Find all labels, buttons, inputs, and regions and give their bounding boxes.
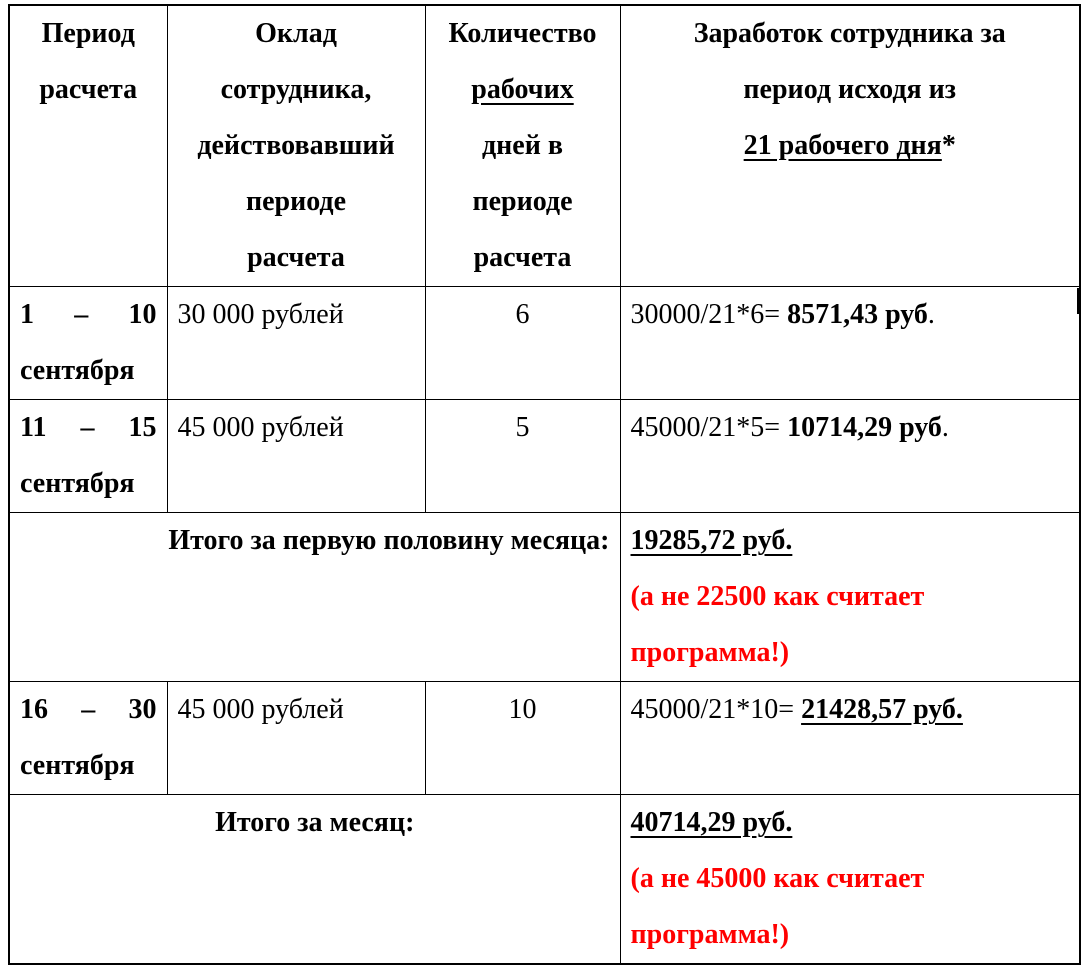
- earnings-cell: 45000/21*5= 10714,29 руб.: [620, 400, 1080, 513]
- salary-table: [8, 4, 1081, 965]
- half-month-total-label: Итого за первую половину месяца:: [9, 513, 620, 682]
- header-period: Период расчета: [9, 5, 167, 287]
- period-cell: 11 – 15 сентября: [9, 400, 167, 513]
- period-cell: 1 – 10 сентября: [9, 287, 167, 400]
- earnings-cell: 45000/21*10= 21428,57 руб.: [620, 682, 1080, 795]
- salary-cell: 45 000 рублей: [167, 400, 425, 513]
- half-month-total-row: [9, 513, 1080, 682]
- month-note: (а не 45000 как считает: [630, 863, 925, 894]
- period-range: 11 – 15: [20, 412, 157, 443]
- half-month-total-value: 19285,72 руб.: [630, 525, 793, 556]
- days-cell: 5: [425, 400, 620, 513]
- salary-cell: 45 000 рублей: [167, 682, 425, 795]
- header-working-days: Количество рабочих дней в периоде расчета: [425, 5, 620, 287]
- month-note-cont: программа!): [630, 919, 790, 950]
- month-total-label: Итого за месяц:: [9, 795, 620, 965]
- period-range: 1 – 10: [20, 299, 157, 330]
- header-row: [9, 5, 1080, 287]
- text-cursor: [1077, 288, 1079, 314]
- salary-calculation-document: [8, 4, 1081, 965]
- month-total-row: [9, 795, 1080, 965]
- table-row: [9, 682, 1080, 795]
- days-cell: 6: [425, 287, 620, 400]
- half-month-note: (а не 22500 как считает: [630, 581, 925, 612]
- half-month-total-cell: [620, 513, 1080, 682]
- period-range: 16 – 30: [20, 694, 157, 725]
- table-row: [9, 287, 1080, 400]
- header-salary: Оклад сотрудника, действовавший периоде расчета: [167, 5, 425, 287]
- table-row: [9, 400, 1080, 513]
- salary-cell: 30 000 рублей: [167, 287, 425, 400]
- half-month-note-cont: программа!): [630, 637, 790, 668]
- month-total-cell: [620, 795, 1080, 965]
- header-earnings: Заработок сотрудника за период исходя из 21 рабочего дня*: [620, 5, 1080, 287]
- month-total-value: 40714,29 руб.: [630, 807, 793, 838]
- period-cell: 16 – 30 сентября: [9, 682, 167, 795]
- days-cell: 10: [425, 682, 620, 795]
- earnings-cell: 30000/21*6= 8571,43 руб.: [620, 287, 1080, 400]
